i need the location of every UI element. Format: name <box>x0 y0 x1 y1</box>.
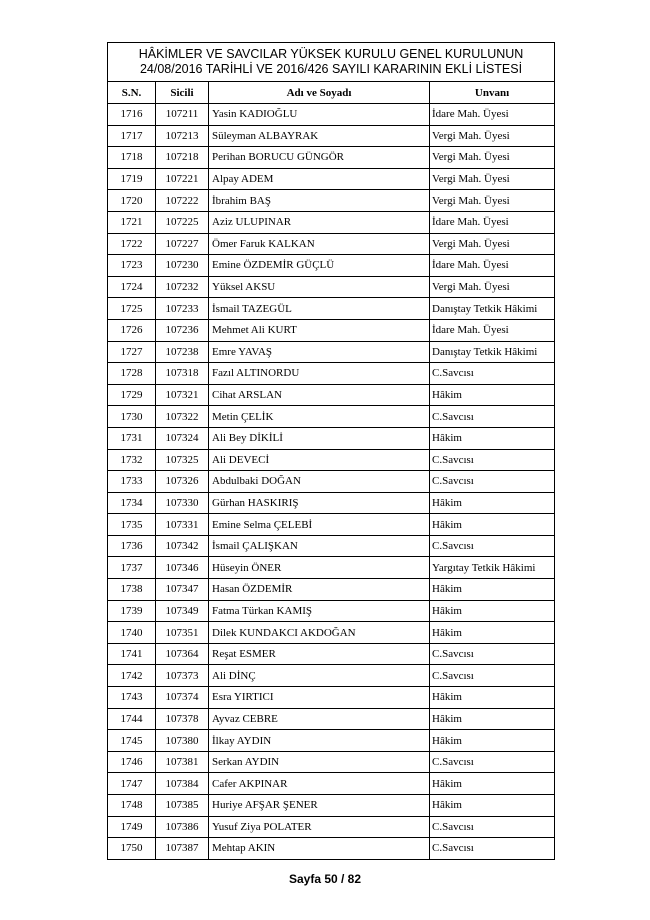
row-sicil: 107331 <box>156 514 209 536</box>
row-sicil: 107324 <box>156 427 209 449</box>
row-sicil: 107342 <box>156 535 209 557</box>
row-unvan: Hâkim <box>430 492 555 514</box>
row-sicil: 107374 <box>156 687 209 709</box>
row-unvan: Danıştay Tetkik Hâkimi <box>430 341 555 363</box>
table-row <box>108 449 555 471</box>
row-sicil: 107218 <box>156 147 209 169</box>
row-sicil: 107233 <box>156 298 209 320</box>
row-sn: 1717 <box>108 125 156 147</box>
row-sn: 1727 <box>108 341 156 363</box>
row-name: Yasin KADIOĞLU <box>209 104 430 126</box>
row-unvan: C.Savcısı <box>430 643 555 665</box>
row-sn: 1729 <box>108 384 156 406</box>
row-sicil: 107346 <box>156 557 209 579</box>
table-row <box>108 579 555 601</box>
row-sicil: 107381 <box>156 751 209 773</box>
row-name: Emine Selma ÇELEBİ <box>209 514 430 536</box>
row-sn: 1725 <box>108 298 156 320</box>
table-row <box>108 708 555 730</box>
table-row <box>108 622 555 644</box>
table-row <box>108 104 555 126</box>
table-row <box>108 838 555 860</box>
table-row <box>108 384 555 406</box>
table-row <box>108 600 555 622</box>
row-name: Perihan BORUCU GÜNGÖR <box>209 147 430 169</box>
table-row <box>108 363 555 385</box>
row-sicil: 107330 <box>156 492 209 514</box>
row-name: Ömer Faruk KALKAN <box>209 233 430 255</box>
row-sn: 1726 <box>108 319 156 341</box>
row-sicil: 107322 <box>156 406 209 428</box>
table-row <box>108 427 555 449</box>
row-name: Fazıl ALTINORDU <box>209 363 430 385</box>
row-sicil: 107385 <box>156 795 209 817</box>
row-sicil: 107232 <box>156 276 209 298</box>
row-unvan: İdare Mah. Üyesi <box>430 211 555 233</box>
table-row <box>108 535 555 557</box>
row-sn: 1743 <box>108 687 156 709</box>
row-sicil: 107387 <box>156 838 209 860</box>
table-row <box>108 125 555 147</box>
row-sicil: 107386 <box>156 816 209 838</box>
table-row <box>108 557 555 579</box>
row-unvan: C.Savcısı <box>430 816 555 838</box>
title-row <box>108 43 555 82</box>
row-sicil: 107384 <box>156 773 209 795</box>
row-unvan: İdare Mah. Üyesi <box>430 319 555 341</box>
row-sn: 1730 <box>108 406 156 428</box>
row-unvan: İdare Mah. Üyesi <box>430 255 555 277</box>
table-row <box>108 665 555 687</box>
row-name: Mehtap AKIN <box>209 838 430 860</box>
row-unvan: Hâkim <box>430 708 555 730</box>
row-sicil: 107211 <box>156 104 209 126</box>
row-unvan: Vergi Mah. Üyesi <box>430 147 555 169</box>
row-sicil: 107380 <box>156 730 209 752</box>
row-unvan: Vergi Mah. Üyesi <box>430 233 555 255</box>
row-name: Esra YIRTICI <box>209 687 430 709</box>
table-row <box>108 341 555 363</box>
row-sicil: 107221 <box>156 168 209 190</box>
header-name: Adı ve Soyadı <box>209 82 430 104</box>
table-row <box>108 406 555 428</box>
row-sn: 1722 <box>108 233 156 255</box>
table-row <box>108 319 555 341</box>
row-sn: 1750 <box>108 838 156 860</box>
table-row <box>108 276 555 298</box>
row-unvan: Hâkim <box>430 579 555 601</box>
table-row <box>108 190 555 212</box>
row-unvan: Hâkim <box>430 687 555 709</box>
header-unvan: Unvanı <box>430 82 555 104</box>
row-name: Yusuf Ziya POLATER <box>209 816 430 838</box>
row-unvan: Vergi Mah. Üyesi <box>430 125 555 147</box>
row-name: Hasan ÖZDEMİR <box>209 579 430 601</box>
document-title <box>108 43 555 82</box>
row-sicil: 107222 <box>156 190 209 212</box>
row-unvan: Vergi Mah. Üyesi <box>430 168 555 190</box>
row-name: Mehmet Ali KURT <box>209 319 430 341</box>
table-row <box>108 211 555 233</box>
row-name: Emre YAVAŞ <box>209 341 430 363</box>
row-sn: 1749 <box>108 816 156 838</box>
row-unvan: C.Savcısı <box>430 406 555 428</box>
row-sn: 1723 <box>108 255 156 277</box>
row-name: Ayvaz CEBRE <box>209 708 430 730</box>
row-sicil: 107364 <box>156 643 209 665</box>
row-name: İlkay AYDIN <box>209 730 430 752</box>
personnel-list-table <box>107 42 555 860</box>
row-name: Emine ÖZDEMİR GÜÇLÜ <box>209 255 430 277</box>
table-body <box>108 104 555 860</box>
row-sicil: 107373 <box>156 665 209 687</box>
table-row <box>108 255 555 277</box>
row-name: Fatma Türkan KAMIŞ <box>209 600 430 622</box>
row-unvan: C.Savcısı <box>430 751 555 773</box>
row-sn: 1719 <box>108 168 156 190</box>
row-name: Alpay ADEM <box>209 168 430 190</box>
row-name: Hüseyin ÖNER <box>209 557 430 579</box>
row-name: Ali DEVECİ <box>209 449 430 471</box>
row-sn: 1724 <box>108 276 156 298</box>
row-sn: 1720 <box>108 190 156 212</box>
title-line-1: HÂKİMLER VE SAVCILAR YÜKSEK KURULU GENEL KURULUNUN <box>138 47 524 61</box>
row-sicil: 107238 <box>156 341 209 363</box>
row-sn: 1740 <box>108 622 156 644</box>
table-row <box>108 147 555 169</box>
table-row <box>108 751 555 773</box>
row-sn: 1746 <box>108 751 156 773</box>
row-unvan: Hâkim <box>430 427 555 449</box>
row-unvan: C.Savcısı <box>430 471 555 493</box>
table-row <box>108 773 555 795</box>
row-name: Metin ÇELİK <box>209 406 430 428</box>
row-sn: 1728 <box>108 363 156 385</box>
row-name: Dilek KUNDAKCI AKDOĞAN <box>209 622 430 644</box>
row-name: İbrahim BAŞ <box>209 190 430 212</box>
table-row <box>108 298 555 320</box>
row-unvan: Hâkim <box>430 795 555 817</box>
row-sicil: 107378 <box>156 708 209 730</box>
header-sicil: Sicili <box>156 82 209 104</box>
row-name: Cihat ARSLAN <box>209 384 430 406</box>
row-sn: 1716 <box>108 104 156 126</box>
table-row <box>108 492 555 514</box>
row-unvan: Hâkim <box>430 514 555 536</box>
row-sicil: 107213 <box>156 125 209 147</box>
table-row <box>108 168 555 190</box>
row-sn: 1732 <box>108 449 156 471</box>
column-header-row <box>108 82 555 104</box>
row-unvan: C.Savcısı <box>430 665 555 687</box>
row-name: Reşat ESMER <box>209 643 430 665</box>
row-name: İsmail TAZEGÜL <box>209 298 430 320</box>
row-sicil: 107230 <box>156 255 209 277</box>
table-row <box>108 643 555 665</box>
row-name: Gürhan HASKIRIŞ <box>209 492 430 514</box>
header-sn: S.N. <box>108 82 156 104</box>
row-name: Süleyman ALBAYRAK <box>209 125 430 147</box>
row-name: Yüksel AKSU <box>209 276 430 298</box>
row-sn: 1734 <box>108 492 156 514</box>
row-sicil: 107351 <box>156 622 209 644</box>
row-sicil: 107325 <box>156 449 209 471</box>
row-name: Abdulbaki DOĞAN <box>209 471 430 493</box>
row-name: Cafer AKPINAR <box>209 773 430 795</box>
title-line-2: 24/08/2016 TARİHLİ VE 2016/426 SAYILI KARARININ EKLİ LİSTESİ <box>139 62 523 76</box>
row-unvan: Hâkim <box>430 600 555 622</box>
row-name: Ali Bey DİKİLİ <box>209 427 430 449</box>
row-unvan: Hâkim <box>430 622 555 644</box>
row-sicil: 107349 <box>156 600 209 622</box>
row-name: Ali DİNÇ <box>209 665 430 687</box>
row-sicil: 107321 <box>156 384 209 406</box>
row-sn: 1739 <box>108 600 156 622</box>
page-number: Sayfa 50 / 82 <box>288 872 362 886</box>
row-name: Huriye AFŞAR ŞENER <box>209 795 430 817</box>
row-sn: 1738 <box>108 579 156 601</box>
table-row <box>108 233 555 255</box>
row-sicil: 107225 <box>156 211 209 233</box>
row-unvan: C.Savcısı <box>430 363 555 385</box>
row-sn: 1731 <box>108 427 156 449</box>
row-sn: 1748 <box>108 795 156 817</box>
row-unvan: C.Savcısı <box>430 838 555 860</box>
row-sn: 1742 <box>108 665 156 687</box>
row-name: Aziz ULUPINAR <box>209 211 430 233</box>
row-sn: 1721 <box>108 211 156 233</box>
row-sicil: 107326 <box>156 471 209 493</box>
row-unvan: İdare Mah. Üyesi <box>430 104 555 126</box>
row-sn: 1718 <box>108 147 156 169</box>
row-name: Serkan AYDIN <box>209 751 430 773</box>
row-unvan: Hâkim <box>430 384 555 406</box>
table-row <box>108 687 555 709</box>
row-unvan: Vergi Mah. Üyesi <box>430 276 555 298</box>
row-sn: 1747 <box>108 773 156 795</box>
table-row <box>108 514 555 536</box>
row-unvan: C.Savcısı <box>430 449 555 471</box>
row-sicil: 107236 <box>156 319 209 341</box>
row-sn: 1736 <box>108 535 156 557</box>
row-sicil: 107318 <box>156 363 209 385</box>
row-unvan: Yargıtay Tetkik Hâkimi <box>430 557 555 579</box>
row-sicil: 107227 <box>156 233 209 255</box>
row-unvan: Hâkim <box>430 730 555 752</box>
row-sn: 1733 <box>108 471 156 493</box>
row-sicil: 107347 <box>156 579 209 601</box>
row-sn: 1744 <box>108 708 156 730</box>
table-row <box>108 816 555 838</box>
row-sn: 1741 <box>108 643 156 665</box>
table-row <box>108 795 555 817</box>
table-row <box>108 730 555 752</box>
row-sn: 1745 <box>108 730 156 752</box>
row-sn: 1735 <box>108 514 156 536</box>
row-unvan: Hâkim <box>430 773 555 795</box>
row-name: İsmail ÇALIŞKAN <box>209 535 430 557</box>
row-unvan: Danıştay Tetkik Hâkimi <box>430 298 555 320</box>
table-row <box>108 471 555 493</box>
row-sn: 1737 <box>108 557 156 579</box>
row-unvan: C.Savcısı <box>430 535 555 557</box>
row-unvan: Vergi Mah. Üyesi <box>430 190 555 212</box>
